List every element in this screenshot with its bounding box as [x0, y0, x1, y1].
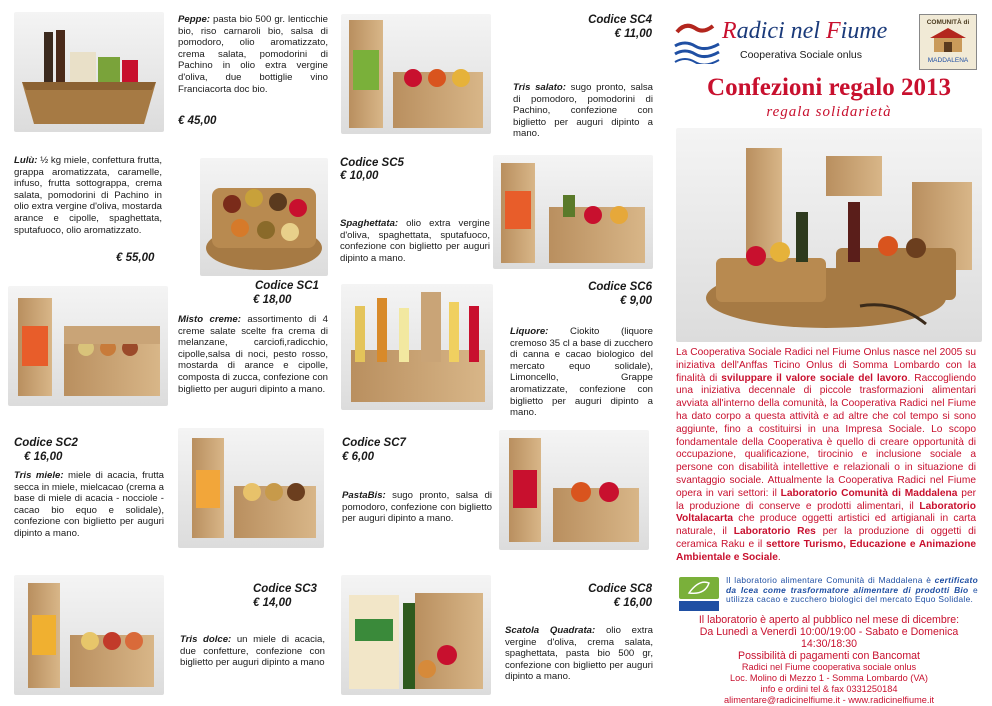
- sc6-description: Liquore: Ciokito (liquore cremoso 35 cl a base di zucchero di canna e cacao biologico del mercato equo solidale), Limoncello, Grappe aromatizzate, confezione con biglietto per auguri dipinto a mano.: [510, 326, 653, 419]
- phone: info e ordini tel & fax 0331250184: [760, 684, 898, 694]
- brand-subtitle: Cooperativa Sociale onlus: [740, 49, 862, 61]
- sc1-photo: [8, 286, 168, 406]
- sc1-description: Misto creme: assortimento di 4 creme salate scelte fra crema di melanzane, carciofi,radicchio, cipolle,salsa di noci, pesto rosso, mostarda di arance e cipolle, composta di zucca, confezione con biglietto per auguri dipinto a mano.: [178, 314, 328, 395]
- sc5-price: € 10,00: [340, 170, 379, 182]
- address: Loc. Molino di Mezzo 1 - Somma Lombardo (VA): [730, 673, 928, 683]
- sc3-code: Codice SC3: [253, 583, 317, 595]
- lulu-description: Lulù: ½ kg miele, confettura frutta, grappa aromatizzata, caramelle, infuso, frutta sottograppa, crema salata, pomodorini di Pachino in olio extra vergine d'oliva, mostarda arance e cipolle, spaghettata, sputafuoco, olio aromatizzato.: [14, 155, 162, 236]
- sc7-photo: [499, 430, 649, 550]
- seal-bottom-text: MADDALENA: [927, 57, 969, 64]
- opening-hours: Da Lunedì a Venerdì 10:00/19:00 - Sabato e Domenica 14:30/18:30: [699, 626, 959, 650]
- sc4-description: Tris salato: sugo pronto, salsa di pomodoro, pomodorini di Pachino, confezione con biglietto per auguri dipinto a mano.: [513, 82, 654, 140]
- sc7-price: € 6,00: [342, 451, 374, 463]
- river-logo-icon: [673, 18, 721, 64]
- company-name: Radici nel Fiume cooperativa sociale onlus: [741, 662, 917, 672]
- sc6-code: Codice SC6: [588, 281, 652, 293]
- sc4-photo: [341, 14, 491, 134]
- sc8-code: Codice SC8: [588, 583, 652, 595]
- sc7-description: PastaBis: sugo pronto, salsa di pomodoro, confezione con biglietto per auguri dipinto a mano.: [342, 490, 492, 525]
- sc5-code: Codice SC5: [340, 157, 404, 169]
- brand-logo-text: Radici nel Fiume: [722, 18, 888, 44]
- sc2-photo: [178, 428, 324, 548]
- tagline: regala solidarietà: [766, 104, 892, 120]
- sc3-price: € 14,00: [253, 597, 292, 609]
- sc8-price: € 16,00: [613, 597, 652, 609]
- sc1-price: € 18,00: [253, 294, 292, 306]
- sc2-price: € 16,00: [24, 451, 63, 463]
- maddalena-seal: [919, 14, 977, 70]
- eu-organic-leaf-icon: [679, 577, 719, 599]
- sc3-photo: [14, 575, 164, 695]
- sc8-photo: [341, 575, 491, 695]
- contact-info: [676, 614, 982, 706]
- peppe-price: € 45,00: [178, 115, 217, 127]
- peppe-description: Peppe: pasta bio 500 gr. lenticchie bio, riso carnaroli bio, salsa di pomodoro, olio aromatizzato, crema salata, pomodorini di Pachino in olio extra vergine d'oliva, due bottiglie vino Franciacorta doc bio.: [178, 14, 328, 95]
- sc3-description: Tris dolce: un miele di acacia, due confetture, confezione con biglietto per auguri dipinto a mano: [180, 634, 325, 669]
- sc4-price: € 11,00: [614, 28, 652, 40]
- payment-info: Possibilità di pagamenti con Bancomat: [738, 650, 920, 662]
- lulu-basket-photo: [200, 158, 328, 276]
- bio-certification-text: Il laboratorio alimentare Comunità di Maddalena è certificato da Icea come trasformatore alimentare di prodotti Bio e utilizza cacao e zucchero biologici del mercato Equo Solidale.: [726, 575, 978, 605]
- about-cooperative-text: La Cooperativa Sociale Radici nel Fiume Onlus nasce nel 2005 su iniziativa dell'Anffas Ticino Onlus di Somma Lombardo con la finalità di sviluppare il valore sociale del lavoro. Raccogliendo una iniziativa decennale di piccole trasformazioni alimentari avviata all'interno della comunità, la Cooperativa Radici nel Fiume ha dato corpo a questa attività e ad altre che col tempo si sono aggiunte, fino a costituirsi in una Impresa Sociale. Lo scopo fondamentale della Cooperativa è quello di creare opportunità di occupazione, qualificazione, tirocinio e inclusione sociale a persone con disabilità intellettive e relazionali o in situazione di svantaggio sociale. Attualmente la Cooperativa Radici nel Fiume opera in vari settori: il Laboratorio Comunità di Maddalena per la produzione di conserve e prodotti alimentari, il Laboratorio Voltalacarta che produce oggetti artistici ed artigianali in carta naturale, il Laboratorio Res per la produzione di oggetti di ceramica Raku e il settore Turismo, Educazione e Animazione Ambientale e Sociale.: [676, 347, 977, 563]
- sc4-code: Codice SC4: [588, 14, 652, 26]
- seal-top-text: COMUNITÀ di: [926, 19, 970, 26]
- main-title: Confezioni regalo 2013: [707, 74, 951, 101]
- sc2-description: Tris miele: miele di acacia, frutta secca in miele, mielcacao (crema a base di miele di acacia - nocciole - cacao bio equo e solidale), confezione con biglietto per auguri dipinto a mano.: [14, 470, 164, 539]
- sc5-photo: [493, 155, 653, 269]
- opening-period: Il laboratorio è aperto al pubblico nel mese di dicembre:: [698, 614, 960, 626]
- peppe-basket-photo: [14, 12, 164, 132]
- sc6-photo: [341, 284, 493, 410]
- house-icon: [920, 26, 976, 52]
- icea-badge-icon: [679, 601, 719, 611]
- email-website-link[interactable]: alimentare@radicinelfiume.it - www.radicinelfiume.it: [724, 695, 934, 705]
- sc1-code: Codice SC1: [255, 280, 319, 292]
- sc2-code: Codice SC2: [14, 437, 78, 449]
- lulu-price: € 55,00: [116, 252, 155, 264]
- sc6-price: € 9,00: [620, 295, 652, 307]
- sc8-description: Scatola Quadrata: olio extra vergine d'oliva, crema salata, spaghettata, pasta bio 500 gr, confezione con biglietto per auguri dipinto a mano.: [505, 625, 653, 683]
- sc7-code: Codice SC7: [342, 437, 406, 449]
- gift-baskets-hero-photo: [676, 128, 982, 342]
- sc5-description: Spaghettata: olio extra vergine d'oliva, spaghettata, sputafuoco, confezione con biglietto per auguri dipinto a mano.: [340, 218, 491, 264]
